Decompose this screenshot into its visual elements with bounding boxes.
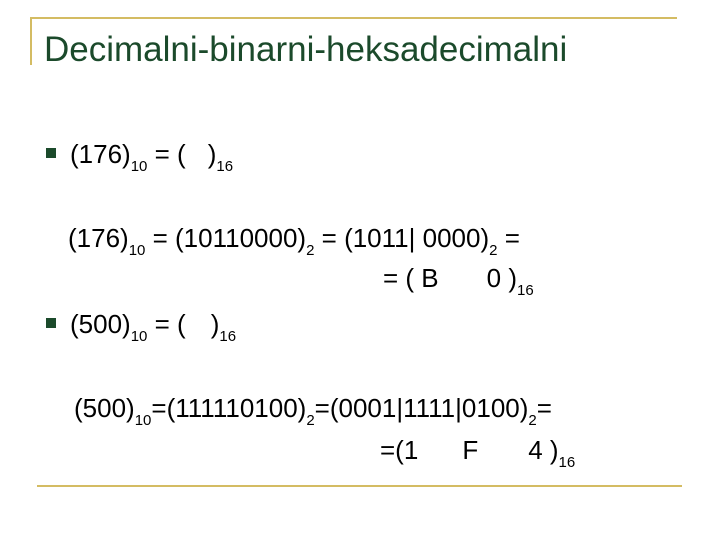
example-2-line-2: =(1 F 4 )$_{16}$	[380, 435, 576, 471]
example-1-line-2: = ( B 0 )$_{16}$	[383, 263, 534, 299]
slide-title: Decimalni-binarni-heksadecimalni	[44, 30, 568, 69]
square-bullet-icon	[46, 148, 56, 158]
example-1-question: $(176)_{10}$ = ( )$_{16}$	[70, 139, 234, 175]
square-bullet-icon	[46, 318, 56, 328]
example-2-line-1: $(500)_{10}=(111110100)_2=(0001|1111|0100)_2=$	[74, 393, 552, 429]
example-1-line-1: $(176)_{10} = (10110000)_2 = (1011|$ $0000)_2$ =	[68, 223, 520, 259]
frame-top-rule	[30, 17, 677, 19]
example-2-question: $(500)_{10}$ = ( )$_{16}$	[70, 309, 237, 345]
frame-bottom-rule	[37, 485, 682, 487]
frame-left-rule	[30, 17, 32, 65]
